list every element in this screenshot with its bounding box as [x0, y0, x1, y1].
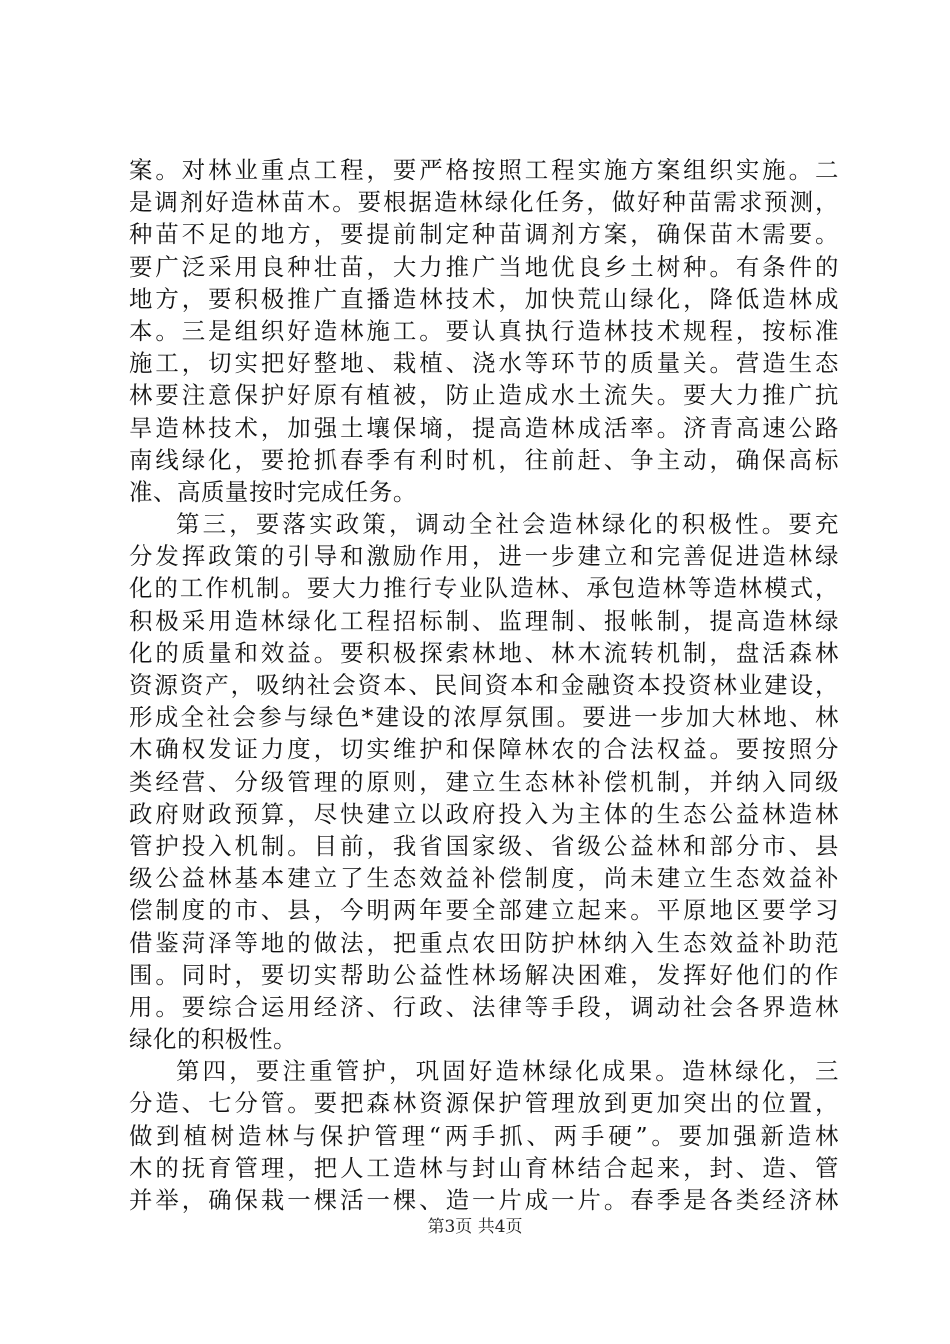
text-line: 地方，要积极推广直播造林技术，加快荒山绿化，降低造林成: [129, 284, 839, 313]
text-line: 形成全社会参与绿色*建设的浓厚氛围。要进一步加大林地、林: [129, 703, 839, 732]
text-line: 做到植树造林与保护管理“两手抓、两手硬”。要加强新造林: [129, 1121, 839, 1150]
text-line: 林要注意保护好原有植被，防止造成水土流失。要大力推广抗: [129, 381, 839, 410]
text-line: 绿化的积极性。: [129, 1025, 297, 1054]
text-line: 准、高质量按时完成任务。: [129, 477, 417, 506]
text-line: 管护投入机制。目前，我省国家级、省级公益林和部分市、县: [129, 831, 839, 860]
text-line: 第四，要注重管护，巩固好造林绿化成果。造林绿化，三: [176, 1057, 839, 1086]
text-line: 化的工作机制。要大力推行专业队造林、承包造林等造林模式，: [129, 574, 839, 603]
text-line: 化的质量和效益。要积极探索林地、林木流转机制，盘活森林: [129, 638, 839, 667]
text-line: 偿制度的市、县，今明两年要全部建立起来。平原地区要学习: [129, 896, 839, 925]
text-line: 木确权发证力度，切实维护和保障林农的合法权益。要按照分: [129, 735, 839, 764]
text-line: 案。对林业重点工程，要严格按照工程实施方案组织实施。二: [129, 156, 839, 184]
text-line: 分发挥政策的引导和激励作用，进一步建立和完善促进造林绿: [129, 542, 839, 571]
paragraph-fourth-point: [129, 1055, 839, 1216]
text-line: 施工，切实把好整地、栽植、浇水等环节的质量关。营造生态: [129, 349, 839, 378]
text-line: 借鉴菏泽等地的做法，把重点农田防护林纳入生态效益补助范: [129, 928, 839, 957]
text-line: 类经营、分级管理的原则，建立生态林补偿机制，并纳入同级: [129, 767, 839, 796]
text-line: 要广泛采用良种壮苗，大力推广当地优良乡土树种。有条件的: [129, 252, 839, 281]
page-footer: 第3页 共4页: [427, 1217, 523, 1237]
paragraph-third-point: [129, 508, 839, 1055]
text-line: 第三，要落实政策，调动全社会造林绿化的积极性。要充: [176, 510, 839, 539]
text-line: 政府财政预算，尽快建立以政府投入为主体的生态公益林造林: [129, 799, 839, 828]
text-line: 资源资产，吸纳社会资本、民间资本和金融资本投资林业建设，: [129, 671, 839, 699]
text-line: 本。三是组织好造林施工。要认真执行造林技术规程，按标准: [129, 316, 839, 345]
text-line: 是调剂好造林苗木。要根据造林绿化任务，做好种苗需求预测，: [129, 188, 839, 217]
text-line: 积极采用造林绿化工程招标制、监理制、报帐制，提高造林绿: [129, 606, 839, 635]
text-line: 并举，确保栽一棵活一棵、造一片成一片。春季是各类经济林: [129, 1186, 839, 1214]
paragraph-continued: [129, 154, 839, 508]
text-line: 分造、七分管。要把森林资源保护管理放到更加突出的位置，: [129, 1089, 839, 1118]
text-line: 旱造林技术，加强土壤保墒，提高造林成活率。济青高速公路: [129, 413, 839, 442]
text-line: 围。同时，要切实帮助公益性林场解决困难，发挥好他们的作: [129, 960, 839, 989]
text-line: 种苗不足的地方，要提前制定种苗调剂方案，确保苗木需要。: [129, 220, 839, 249]
text-line: 用。要综合运用经济、行政、法律等手段，调动社会各界造林: [129, 992, 839, 1021]
text-line: 南线绿化，要抢抓春季有利时机，往前赶、争主动，确保高标: [129, 445, 839, 474]
text-line: 木的抚育管理，把人工造林与封山育林结合起来，封、造、管: [129, 1153, 839, 1182]
body-text: [129, 154, 839, 1216]
text-line: 级公益林基本建立了生态效益补偿制度，尚未建立生态效益补: [129, 864, 839, 893]
